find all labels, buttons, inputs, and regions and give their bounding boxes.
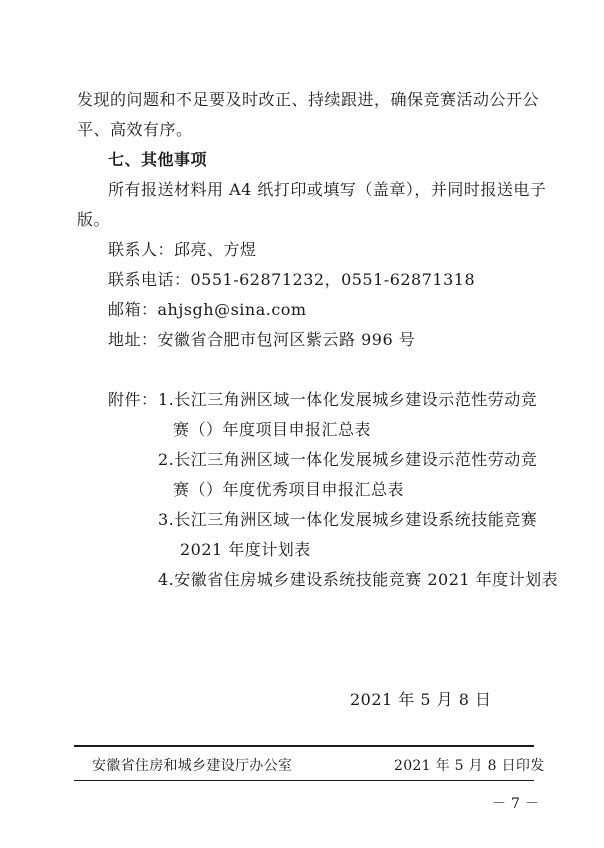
contact-people: 联系人：邱亮、方煜 xyxy=(108,240,257,259)
paragraph-continuation-line-2: 平、高效有序。 xyxy=(77,120,193,139)
attachment-item-4-line-1: 4.安徽省住房城乡建设系统技能竞赛 2021 年度计划表 xyxy=(158,570,559,589)
materials-line-2: 版。 xyxy=(77,210,111,229)
attachment-item-1-line-1: 1.长江三角洲区域一体化发展城乡建设示范性劳动竞 xyxy=(158,390,538,409)
attachment-item-2-line-1: 2.长江三角洲区域一体化发展城乡建设示范性劳动竞 xyxy=(158,450,538,469)
footer-print-date: 2021 年 5 月 8 日印发 xyxy=(394,758,545,774)
footer-top-rule xyxy=(74,745,534,747)
attachment-item-3-line-2: 2021 年度计划表 xyxy=(180,540,311,559)
contact-address: 地址：安徽省合肥市包河区紫云路 996 号 xyxy=(108,330,416,349)
footer-bottom-rule xyxy=(74,780,534,781)
page-number: － 7 － xyxy=(492,796,540,812)
materials-line-1: 所有报送材料用 A4 纸打印或填写（盖章），并同时报送电子 xyxy=(108,180,547,199)
attachment-item-2-line-2: 赛（）年度优秀项目申报汇总表 xyxy=(173,480,405,499)
attachment-item-3-line-1: 3.长江三角洲区域一体化发展城乡建设系统技能竞赛 xyxy=(158,510,538,529)
contact-phone: 联系电话：0551-62871232，0551-62871318 xyxy=(108,270,476,289)
section-heading: 七、其他事项 xyxy=(108,150,208,169)
attachments-label: 附件： xyxy=(108,390,158,409)
signature-date: 2021 年 5 月 8 日 xyxy=(350,690,492,709)
footer-issuer: 安徽省住房和城乡建设厅办公室 xyxy=(92,758,293,774)
contact-email: 邮箱：ahjsgh@sina.com xyxy=(108,300,307,319)
attachment-item-1-line-2: 赛（）年度项目申报汇总表 xyxy=(173,420,372,439)
paragraph-continuation-line-1: 发现的问题和不足要及时改正、持续跟进，确保竞赛活动公开公 xyxy=(77,90,540,109)
